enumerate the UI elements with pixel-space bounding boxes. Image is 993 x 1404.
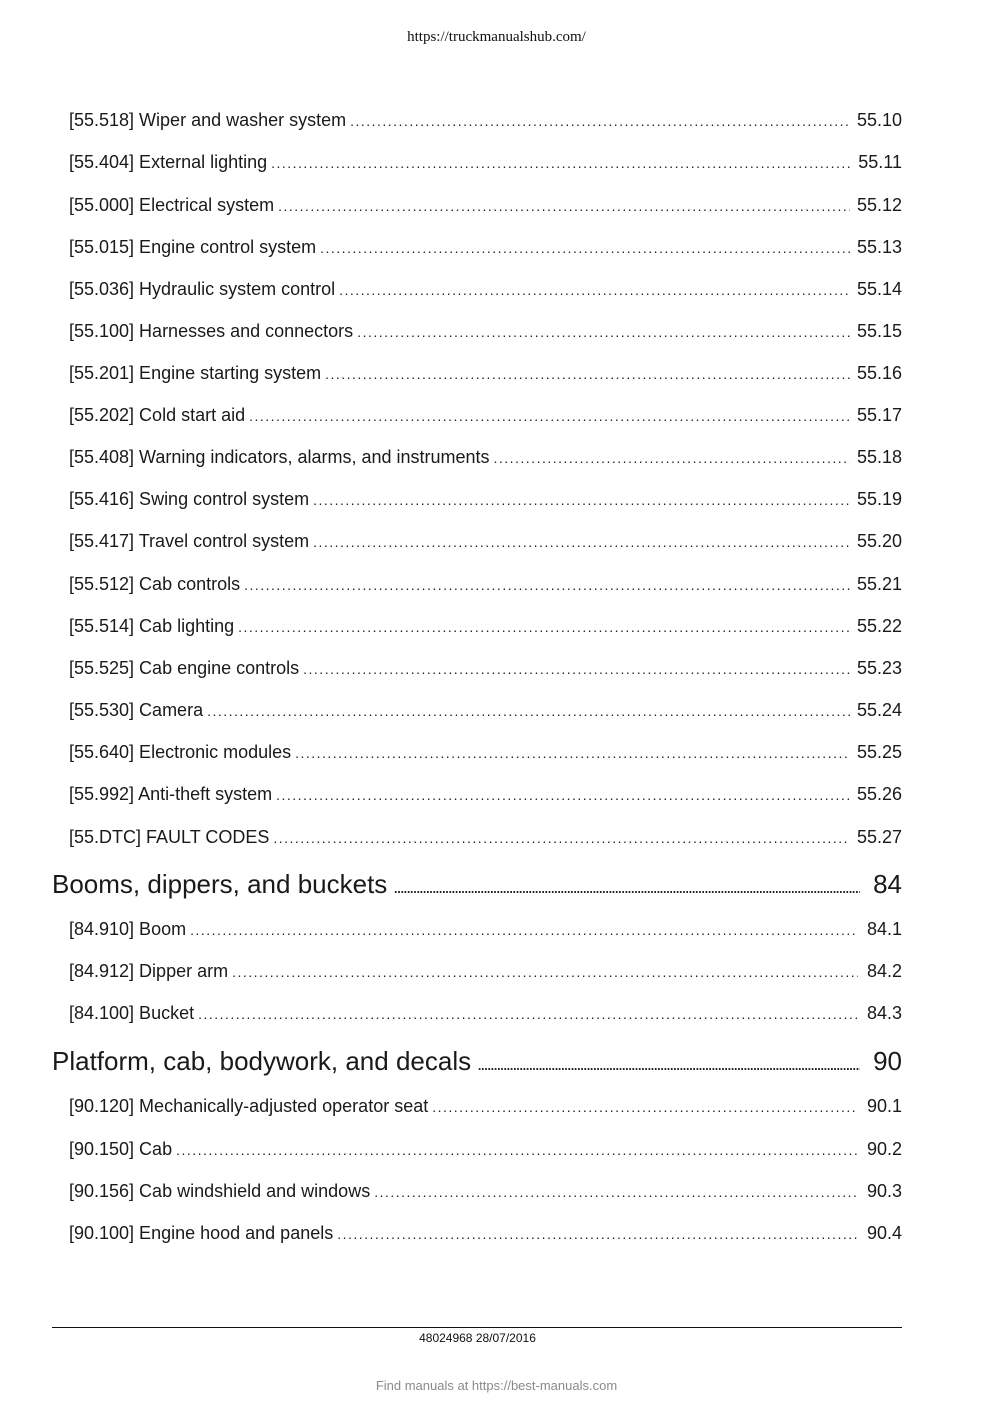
dot-leader xyxy=(244,573,850,597)
toc-entry[interactable] xyxy=(69,108,902,132)
toc-entry-page: 84.2 xyxy=(866,961,902,981)
toc-entry-label: [55.530] Camera xyxy=(69,700,204,720)
toc-entry-page: 55.25 xyxy=(856,742,902,762)
toc-entry[interactable] xyxy=(69,319,902,343)
toc-entry[interactable] xyxy=(69,959,902,983)
toc-section-booms[interactable] xyxy=(52,868,902,900)
toc-entry-label: [84.912] Dipper arm xyxy=(69,961,229,981)
toc-entry-label: [90.120] Mechanically-adjusted operator seat xyxy=(69,1096,429,1116)
dot-leader xyxy=(295,741,850,765)
dot-leader xyxy=(278,194,850,218)
toc-section-page: 84 xyxy=(873,869,902,899)
toc-entry-label: [55.201] Engine starting system xyxy=(69,363,322,383)
dot-leader xyxy=(393,871,860,903)
toc-entry-page: 55.26 xyxy=(856,784,902,804)
dot-leader xyxy=(313,530,850,554)
toc-entry-page: 90.1 xyxy=(866,1096,902,1116)
toc-entry[interactable] xyxy=(69,487,902,511)
dot-leader xyxy=(494,446,850,470)
toc-entry-page: 90.2 xyxy=(866,1139,902,1159)
toc-entry-page: 90.3 xyxy=(866,1181,902,1201)
toc-entry[interactable] xyxy=(69,361,902,385)
toc-entry-page: 55.18 xyxy=(856,447,902,467)
toc-section-label: Booms, dippers, and buckets xyxy=(52,869,388,899)
toc-entry[interactable] xyxy=(69,825,902,849)
toc-section-platform[interactable] xyxy=(52,1045,902,1077)
toc-entry-page: 55.17 xyxy=(856,405,902,425)
toc-entry-page: 55.12 xyxy=(856,195,902,215)
toc-entry-label: [90.156] Cab windshield and windows xyxy=(69,1181,371,1201)
dot-leader xyxy=(190,918,858,942)
toc-entry-page: 84.1 xyxy=(866,919,902,939)
dot-leader xyxy=(357,320,850,344)
toc-entry[interactable] xyxy=(69,529,902,553)
dot-leader xyxy=(176,1138,858,1162)
toc-entry-label: [55.417] Travel control system xyxy=(69,531,310,551)
toc-entry[interactable] xyxy=(69,917,902,941)
toc-section-page: 90 xyxy=(873,1046,902,1076)
toc-entry[interactable] xyxy=(69,740,902,764)
dot-leader xyxy=(238,615,850,639)
toc-entry-label: [55.518] Wiper and washer system xyxy=(69,110,347,130)
toc-entry-page: 84.3 xyxy=(866,1003,902,1023)
toc-entry[interactable] xyxy=(69,1137,902,1161)
toc-entry[interactable] xyxy=(69,1094,902,1118)
toc-entry-label: [55.000] Electrical system xyxy=(69,195,275,215)
toc-entry[interactable] xyxy=(69,445,902,469)
toc-entry-page: 55.22 xyxy=(856,616,902,636)
footer-link[interactable]: Find manuals at https://best-manuals.com xyxy=(375,1378,618,1393)
toc-entry-page: 55.21 xyxy=(856,574,902,594)
toc-entry-label: [55.015] Engine control system xyxy=(69,237,317,257)
toc-entry-page: 55.11 xyxy=(858,152,902,172)
toc-entry[interactable] xyxy=(69,1179,902,1203)
dot-leader xyxy=(477,1048,860,1080)
toc-entry-label: [55.416] Swing control system xyxy=(69,489,310,509)
header-url: https://truckmanualshub.com/ xyxy=(407,29,586,45)
dot-leader xyxy=(232,960,858,984)
toc-entry-page: 55.16 xyxy=(856,363,902,383)
toc-entry[interactable] xyxy=(69,1221,902,1245)
toc-entry-label: [55.992] Anti-theft system xyxy=(69,784,273,804)
toc-entry-label: [55.202] Cold start aid xyxy=(69,405,246,425)
dot-leader xyxy=(374,1180,858,1204)
toc-entry-page: 55.27 xyxy=(856,827,902,847)
dot-leader xyxy=(198,1002,858,1026)
toc-entry-page: 90.4 xyxy=(866,1223,902,1243)
toc-entry[interactable] xyxy=(69,782,902,806)
toc-entry-page: 55.13 xyxy=(856,237,902,257)
dot-leader xyxy=(276,783,850,807)
toc-entry[interactable] xyxy=(69,235,902,259)
toc-entry[interactable] xyxy=(69,403,902,427)
dot-leader xyxy=(350,109,850,133)
toc-entry-page: 55.24 xyxy=(856,700,902,720)
dot-leader xyxy=(313,488,850,512)
dot-leader xyxy=(271,151,850,175)
toc-entry-page: 55.15 xyxy=(856,321,902,341)
toc-entry-page: 55.19 xyxy=(856,489,902,509)
toc-entry-label: [55.640] Electronic modules xyxy=(69,742,292,762)
toc-entry-label: [55.036] Hydraulic system control xyxy=(69,279,336,299)
toc-entry-label: [55.525] Cab engine controls xyxy=(69,658,300,678)
toc-entry-label: [84.100] Bucket xyxy=(69,1003,195,1023)
toc-entry-label: [55.512] Cab controls xyxy=(69,574,241,594)
dot-leader xyxy=(339,278,850,302)
dot-leader xyxy=(325,362,850,386)
toc-entry[interactable] xyxy=(69,698,902,722)
toc-entry-label: [55.100] Harnesses and connectors xyxy=(69,321,354,341)
toc-entry-page: 55.10 xyxy=(856,110,902,130)
toc-entry[interactable] xyxy=(69,150,902,174)
toc-entry-label: [55.404] External lighting xyxy=(69,152,268,172)
toc-entry-page: 55.20 xyxy=(856,531,902,551)
toc-section-label: Platform, cab, bodywork, and decals xyxy=(52,1046,472,1076)
dot-leader xyxy=(303,657,850,681)
toc-entry[interactable] xyxy=(69,277,902,301)
dot-leader xyxy=(273,826,850,850)
toc-entry-label: [55.514] Cab lighting xyxy=(69,616,235,636)
toc-entry[interactable] xyxy=(69,614,902,638)
toc-entry-page: 55.14 xyxy=(856,279,902,299)
toc-entry[interactable] xyxy=(69,1001,902,1025)
toc-entry-label: [90.150] Cab xyxy=(69,1139,173,1159)
toc-entry[interactable] xyxy=(69,193,902,217)
toc-entry[interactable] xyxy=(69,572,902,596)
toc-entry-label: [90.100] Engine hood and panels xyxy=(69,1223,334,1243)
toc-entry-label: [55.408] Warning indicators, alarms, and instruments xyxy=(69,447,490,467)
dot-leader xyxy=(432,1095,858,1119)
dot-leader xyxy=(320,236,850,260)
toc-entry-label: [55.DTC] FAULT CODES xyxy=(69,827,270,847)
dot-leader xyxy=(337,1222,858,1246)
dot-leader xyxy=(207,699,850,723)
toc-entry[interactable] xyxy=(69,656,902,680)
dot-leader xyxy=(249,404,850,428)
footer-doc-code: 48024968 28/07/2016 xyxy=(419,1331,536,1345)
toc-entry-label: [84.910] Boom xyxy=(69,919,187,939)
toc-entry-page: 55.23 xyxy=(856,658,902,678)
footer-divider xyxy=(52,1327,902,1328)
